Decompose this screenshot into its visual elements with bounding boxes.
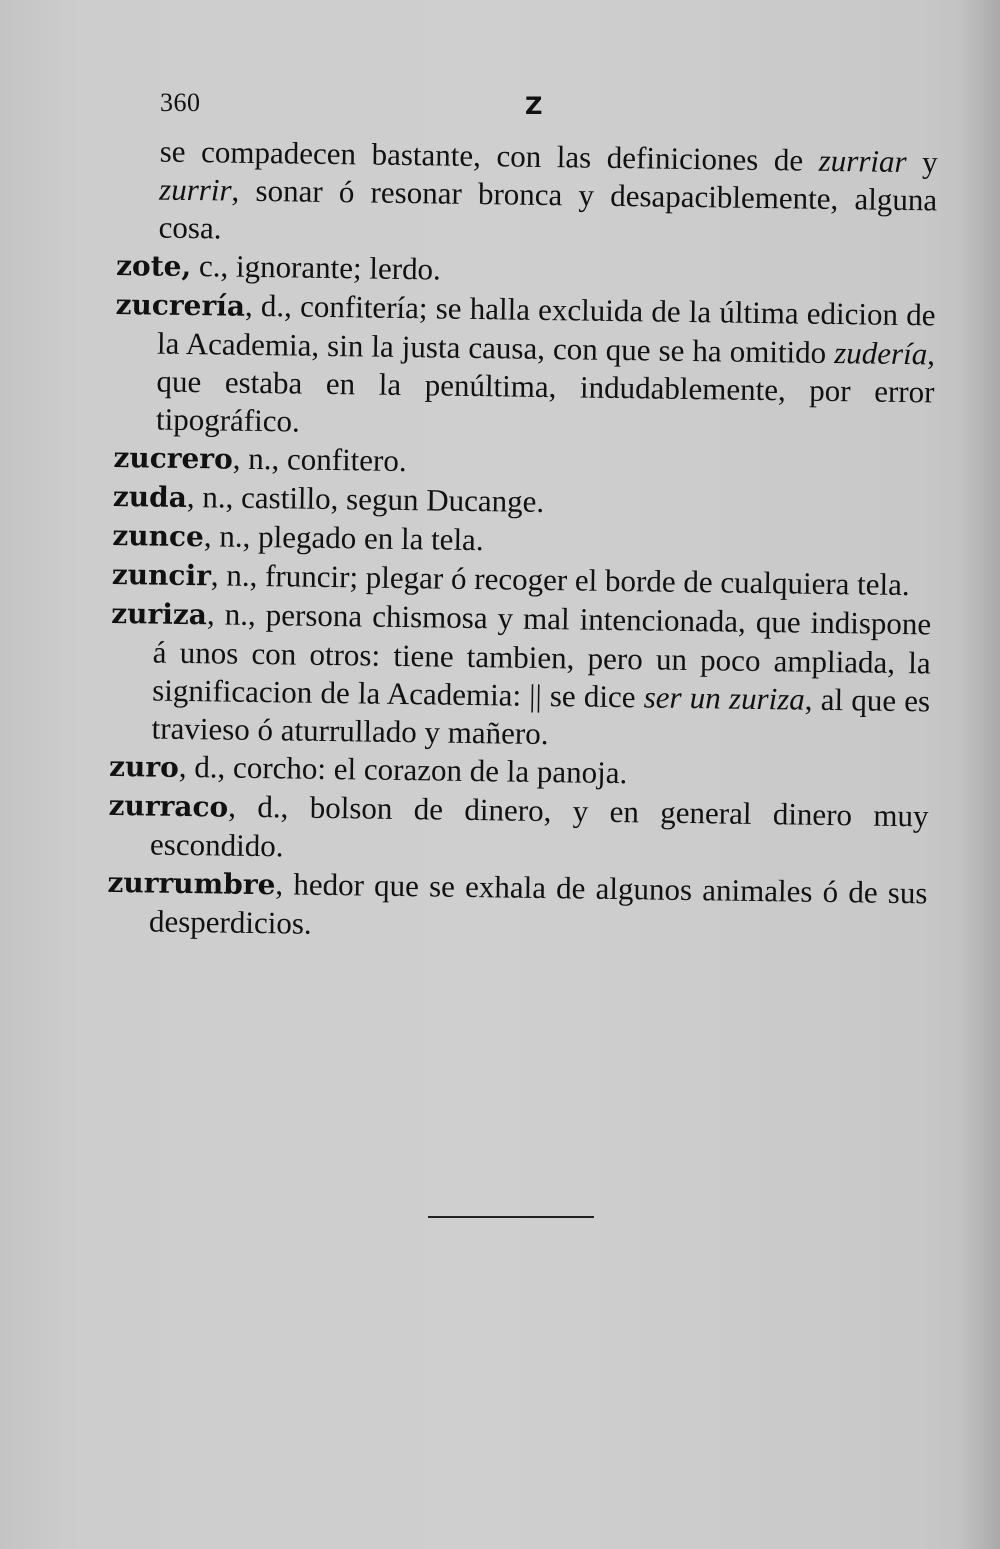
definition: , que estaba en la penúltima, indudablemente, por error tipográfico. (155, 336, 936, 439)
continuation-text: , sonar ó resonar bronca y desapaciblemente, alguna cosa. (158, 172, 938, 246)
definition: , n., castillo, segun Ducange. (186, 478, 545, 519)
definition: , d., corcho: el corazon de la panoja. (178, 748, 628, 791)
definition: , n., persona chismosa y mal intencionada, que indispone á unos con otros: tiene tambien, pero un poco ampliada, la significacion de la Academia: || se dice (151, 596, 932, 715)
dictionary-entry (108, 786, 929, 874)
continuation-text: y (906, 144, 938, 180)
headword: zucrería (115, 287, 246, 323)
dictionary-text (107, 132, 938, 951)
headword: zuriza (111, 596, 208, 632)
headword: zuro (108, 749, 180, 784)
italic-term: zudería (833, 335, 928, 372)
headword: zunce (112, 518, 205, 554)
definition: , n., fruncir; plegar ó recoger el borde de cualquiera tela. (210, 557, 910, 603)
continuation-text: se compadecen bastante, con las definiciones de (159, 133, 819, 178)
page-header (160, 88, 920, 128)
dictionary-entry (107, 863, 928, 951)
definition: , d., confitería; se halla excluida de la última edicion de la Academia, sin la justa causa, con que se ha omitido (156, 287, 936, 371)
running-head: Z (525, 92, 543, 120)
dictionary-entry (109, 594, 931, 758)
definition: , d., bolson de dinero, y en general dinero muy escondido. (149, 788, 929, 864)
definition: , n., confitero. (232, 440, 407, 479)
definition: , n., plegado en la tela. (203, 518, 484, 558)
italic-term: zurriar (818, 142, 907, 180)
definition: , hedor que se exhala de algunos animales ó de sus desperdicios. (148, 866, 928, 941)
page-edge-shadow (960, 0, 1000, 1549)
headword: zote, (115, 248, 192, 284)
italic-term: ser un zuriza (643, 679, 806, 717)
definition: c., ignorante; lerdo. (190, 248, 442, 287)
headword: zuda (112, 479, 188, 514)
headword: zuncir (111, 557, 212, 593)
italic-term: zurrir (158, 171, 232, 208)
dictionary-entry (114, 285, 936, 449)
closing-rule (428, 1216, 594, 1218)
continuation-paragraph (116, 132, 938, 257)
page-number: 360 (160, 88, 201, 117)
headword: zucrero (113, 440, 233, 476)
definition: , al que es travieso ó aturrullado y mañero. (151, 681, 931, 752)
headword: zurrumbre (107, 865, 276, 902)
headword: zurraco (108, 788, 229, 824)
